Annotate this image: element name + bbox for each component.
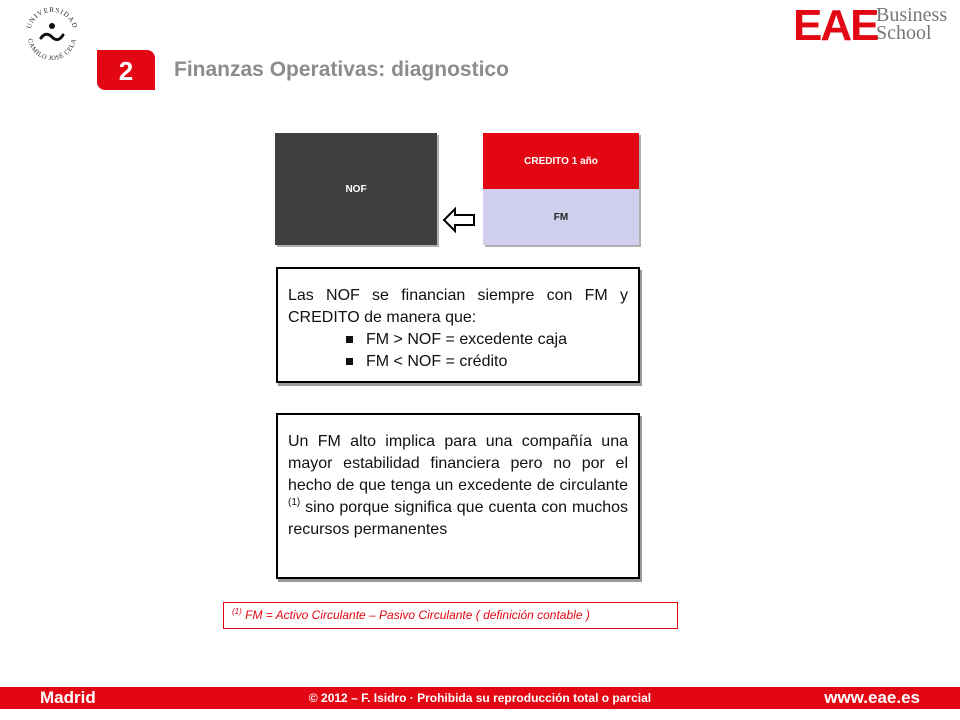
footnote-definition [223, 602, 678, 629]
eae-logo-mark: EAE [793, 1, 878, 50]
footnote-definition-text: FM = Activo Circulante – Pasivo Circulante ( definición contable ) [241, 608, 590, 622]
eae-logo-line1: Business [876, 4, 948, 26]
fm-stability-text-part1: Un FM alto implica para una compañía una mayor estabilidad financiera pero no por el hecho de que tenga un excedente de circulante [288, 433, 628, 494]
eae-logo-subtitle [876, 6, 947, 42]
list-item [288, 351, 628, 373]
nof-label: NOF [345, 183, 367, 195]
left-arrow-icon [441, 205, 477, 235]
credito-block [483, 133, 639, 189]
financing-rules-list [288, 329, 628, 373]
chapter-badge: 2 [97, 50, 155, 90]
bullet-text: FM > NOF = excedente caja [366, 331, 567, 348]
bullet-square-icon [346, 336, 353, 343]
fm-stability-text [288, 431, 628, 541]
fm-stability-box [276, 413, 640, 579]
bullet-square-icon [346, 358, 353, 365]
eae-logo-line2: School [876, 22, 932, 44]
credito-label: CREDITO 1 año [524, 155, 598, 167]
footnote-marker: (1) [288, 497, 301, 508]
footnote-definition-marker: (1) [232, 607, 242, 616]
page-title: Finanzas Operativas: diagnostico [174, 58, 509, 81]
fm-label: FM [553, 211, 569, 223]
nof-block [275, 133, 437, 245]
footer-copyright: © 2012 – F. Isidro · Prohibida su reproducción total o parcial [308, 691, 652, 705]
financing-rules-intro: Las NOF se financian siempre con FM y CREDITO de manera que: [288, 287, 628, 326]
university-seal-icon [20, 2, 84, 66]
financing-rules-box [276, 267, 640, 383]
footer-website-link[interactable]: www.eae.es [824, 688, 920, 707]
list-item [288, 329, 628, 351]
footer-location: Madrid [40, 688, 96, 707]
svg-text:CAMILO JOSÉ CELA: CAMILO JOSÉ CELA [26, 37, 78, 63]
svg-text:UNIVERSIDAD: UNIVERSIDAD [24, 5, 80, 30]
fm-stability-text-part2: sino porque significa que cuenta con muchos recursos permanentes [288, 499, 628, 538]
fm-block [483, 189, 639, 245]
bullet-text: FM < NOF = crédito [366, 353, 508, 370]
